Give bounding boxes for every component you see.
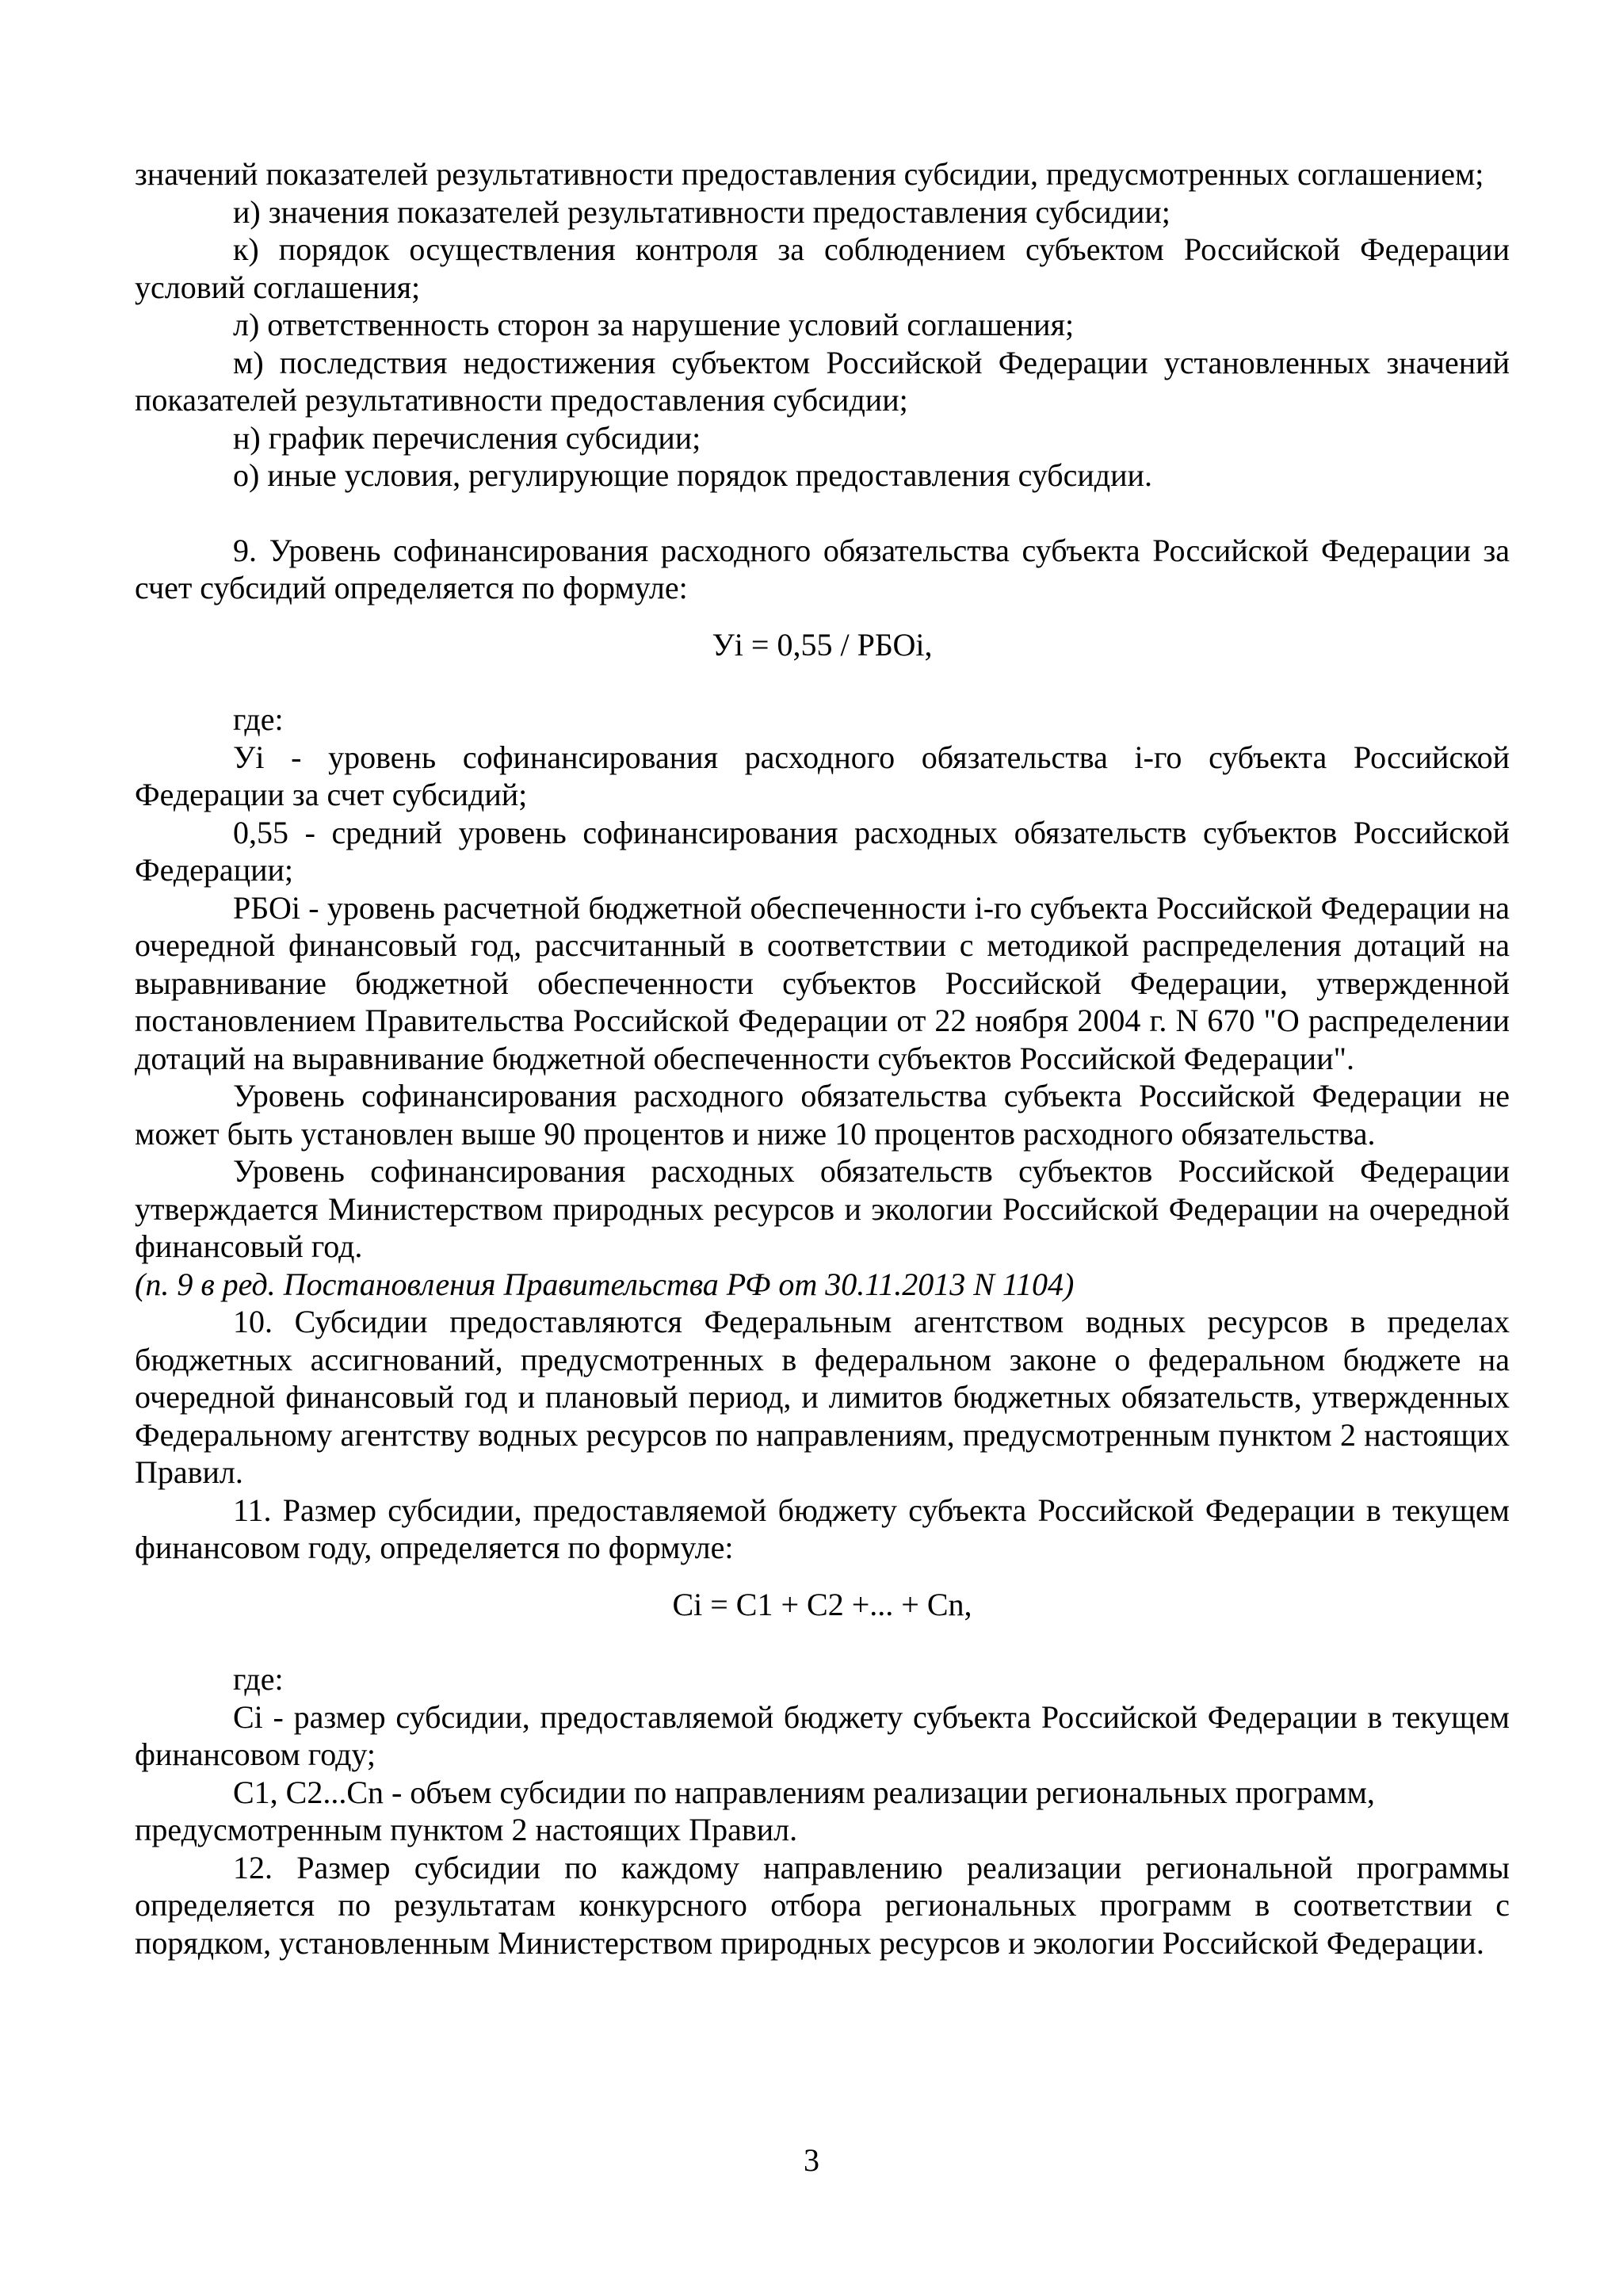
formula-cofinancing-level: Уi = 0,55 / РБОi,	[712, 626, 933, 663]
definition-ci: Сi - размер субсидии, предоставляемой бюджету субъекта Российской Федерации в текущем финансовом году;	[135, 1698, 1510, 1772]
section-10: 10. Субсидии предоставляются Федеральным агентством водных ресурсов в пределах бюджетных ассигнований, предусмотренных в федеральном законе о федеральном бюджете на очередной финансовый год и плановый период, и лимитов бюджетных обязательств, утвержденных Федеральному агентству водных ресурсов по направлениям, предусмотренным пунктом 2 настоящих Правил.	[135, 1304, 1510, 1490]
paragraph-continuation: значений показателей результативности предоставления субсидии, предусмотренных соглашением;	[135, 156, 1484, 192]
section-9-intro: 9. Уровень софинансирования расходного обязательства субъекта Российской Федерации за счет субсидий определяется по формуле:	[135, 532, 1510, 606]
document-body	[135, 155, 1510, 1962]
definition-c1-cn-line2: предусмотренным пунктом 2 настоящих Правил.	[135, 1812, 798, 1847]
list-item-k: к) порядок осуществления контроля за соблюдением субъектом Российской Федерации условий соглашения;	[135, 231, 1510, 305]
list-item-n: н) график перечисления субсидии;	[233, 419, 701, 456]
section-11-intro: 11. Размер субсидии, предоставляемой бюджету субъекта Российской Федерации в текущем финансовом году, определяется по формуле:	[135, 1492, 1510, 1565]
where-label-2: где:	[233, 1661, 284, 1697]
formula-subsidy-size: Сi = С1 + С2 +... + Сn,	[672, 1586, 972, 1622]
section-12: 12. Размер субсидии по каждому направлению реализации региональной программы определяется по результатам конкурсного отбора региональных программ в соответствии с порядком, установленным Министерством природных ресурсов и экологии Российской Федерации.	[135, 1849, 1510, 1961]
amendment-note: (п. 9 в ред. Постановления Правительства РФ от 30.11.2013 N 1104)	[135, 1266, 1075, 1302]
list-item-o: о) иные условия, регулирующие порядок предоставления субсидии.	[233, 457, 1152, 493]
paragraph-cofinancing-limits: Уровень софинансирования расходного обязательства субъекта Российской Федерации не может быть установлен выше 90 процентов и ниже 10 процентов расходного обязательства.	[135, 1078, 1510, 1152]
list-item-i: и) значения показателей результативности предоставления субсидии;	[233, 193, 1170, 230]
list-item-l: л) ответственность сторон за нарушение условий соглашения;	[233, 307, 1075, 342]
definition-rboi: РБОi - уровень расчетной бюджетной обеспеченности i-го субъекта Российской Федерации на очередной финансовый год, рассчитанный в соответствии с методикой распределения дотаций на выравнивание бюджетной обеспеченности субъектов Российской Федерации, утвержденной постановлением Правительства Российской Федерации от 22 ноября 2004 г. N 670 "О распределении дотаций на выравнивание бюджетной обеспеченности субъектов Российской Федерации".	[135, 889, 1510, 1076]
paragraph-cofinancing-approval: Уровень софинансирования расходных обязательств субъектов Российской Федерации утверждается Министерством природных ресурсов и экологии Российской Федерации на очередной финансовый год.	[135, 1153, 1510, 1264]
definition-055: 0,55 - средний уровень софинансирования расходных обязательств субъектов Российской Федерации;	[135, 814, 1510, 888]
list-item-m: м) последствия недостижения субъектом Российской Федерации установленных значений показателей результативности предоставления субсидии;	[135, 344, 1510, 418]
where-label: где:	[233, 701, 284, 737]
definition-c1-cn-line1: С1, С2...Сn - объем субсидии по направлениям реализации региональных программ,	[233, 1774, 1375, 1810]
page-number: 3	[804, 2142, 819, 2178]
definition-yi: Уi - уровень софинансирования расходного обязательства i-го субъекта Российской Федерации за счет субсидий;	[135, 739, 1510, 812]
